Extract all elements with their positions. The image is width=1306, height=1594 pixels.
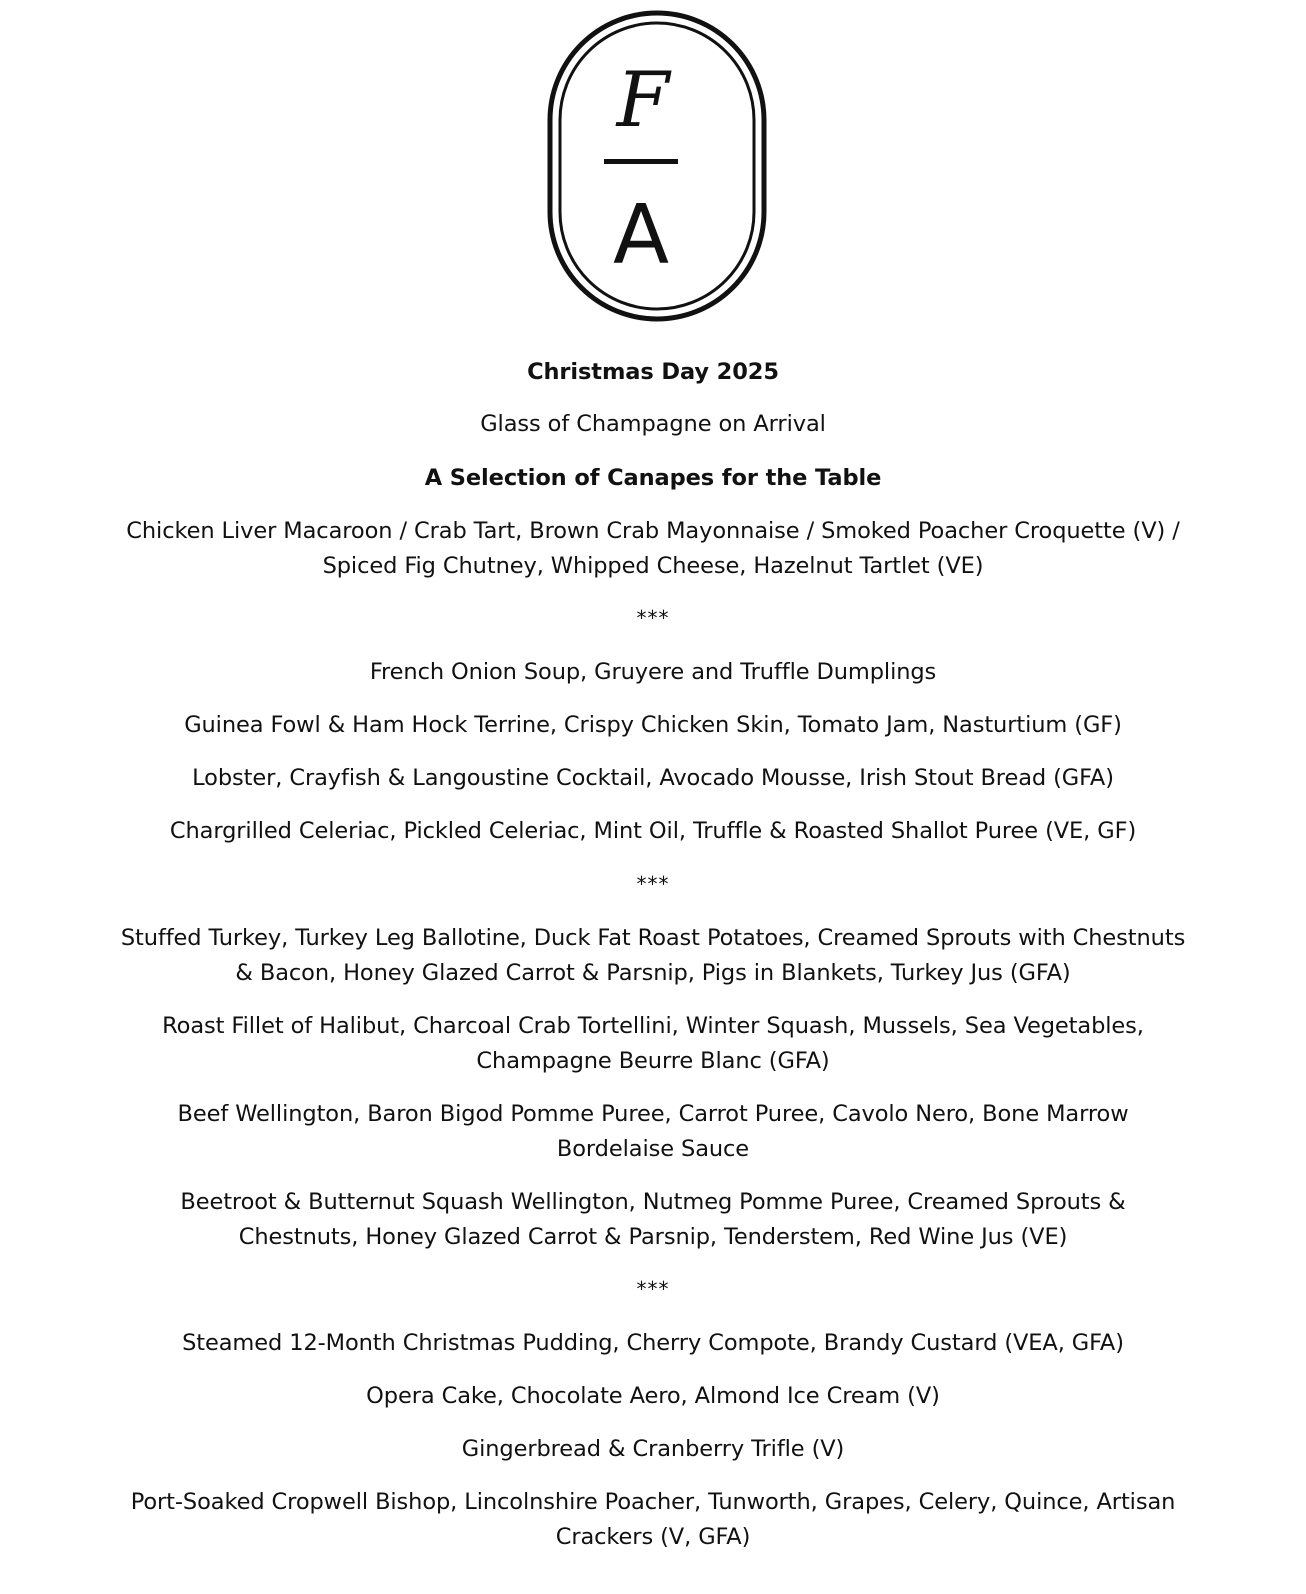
- canapes-line: Spiced Fig Chutney, Whipped Cheese, Hazelnut Tartlet (VE): [322, 553, 984, 579]
- starter-item: Chargrilled Celeriac, Pickled Celeriac, Mint Oil, Truffle & Roasted Shallot Puree (VE, GF): [169, 818, 1137, 844]
- canapes-line: Chicken Liver Macaroon / Crab Tart, Brown Crab Mayonnaise / Smoked Poacher Croquette (V) /: [126, 518, 1180, 544]
- main-item-line: & Bacon, Honey Glazed Carrot & Parsnip, Pigs in Blankets, Turkey Jus (GFA): [235, 960, 1071, 986]
- logo-letter-a: A: [612, 188, 670, 283]
- main-item-line: Roast Fillet of Halibut, Charcoal Crab Tortellini, Winter Squash, Mussels, Sea Vegetables,: [162, 1013, 1144, 1039]
- course-separator: ***: [636, 606, 670, 630]
- course-separator: ***: [636, 872, 670, 896]
- starter-item: Lobster, Crayfish & Langoustine Cocktail, Avocado Mousse, Irish Stout Bread (GFA): [192, 765, 1114, 791]
- main-item-line: Beetroot & Butternut Squash Wellington, Nutmeg Pomme Puree, Creamed Sprouts &: [180, 1189, 1126, 1215]
- dessert-item: Steamed 12-Month Christmas Pudding, Cherry Compote, Brandy Custard (VEA, GFA): [182, 1330, 1124, 1356]
- starter-item: French Onion Soup, Gruyere and Truffle Dumplings: [369, 659, 937, 685]
- dessert-item: Gingerbread & Cranberry Trifle (V): [461, 1436, 845, 1462]
- main-item-line: Beef Wellington, Baron Bigod Pomme Puree, Carrot Puree, Cavolo Nero, Bone Marrow: [177, 1101, 1129, 1127]
- logo-letter-f: F: [616, 55, 670, 144]
- dessert-item: Crackers (V, GFA): [555, 1524, 751, 1550]
- dessert-item: Port-Soaked Cropwell Bishop, Lincolnshire Poacher, Tunworth, Grapes, Celery, Quince, Artisan: [130, 1489, 1176, 1515]
- canapes-heading: A Selection of Canapes for the Table: [424, 465, 882, 491]
- main-item-line: Stuffed Turkey, Turkey Leg Ballotine, Duck Fat Roast Potatoes, Creamed Sprouts with Chestnuts: [120, 925, 1186, 951]
- main-item-line: Chestnuts, Honey Glazed Carrot & Parsnip, Tenderstem, Red Wine Jus (VE): [238, 1224, 1068, 1250]
- main-item-line: Bordelaise Sauce: [556, 1136, 750, 1162]
- arrival-drink: Glass of Champagne on Arrival: [480, 411, 826, 437]
- menu-title: Christmas Day 2025: [527, 359, 779, 385]
- dessert-item: Opera Cake, Chocolate Aero, Almond Ice Cream (V): [366, 1383, 940, 1409]
- course-separator: ***: [636, 1277, 670, 1301]
- main-item-line: Champagne Beurre Blanc (GFA): [476, 1048, 830, 1074]
- starter-item: Guinea Fowl & Ham Hock Terrine, Crispy Chicken Skin, Tomato Jam, Nasturtium (GF): [184, 712, 1122, 738]
